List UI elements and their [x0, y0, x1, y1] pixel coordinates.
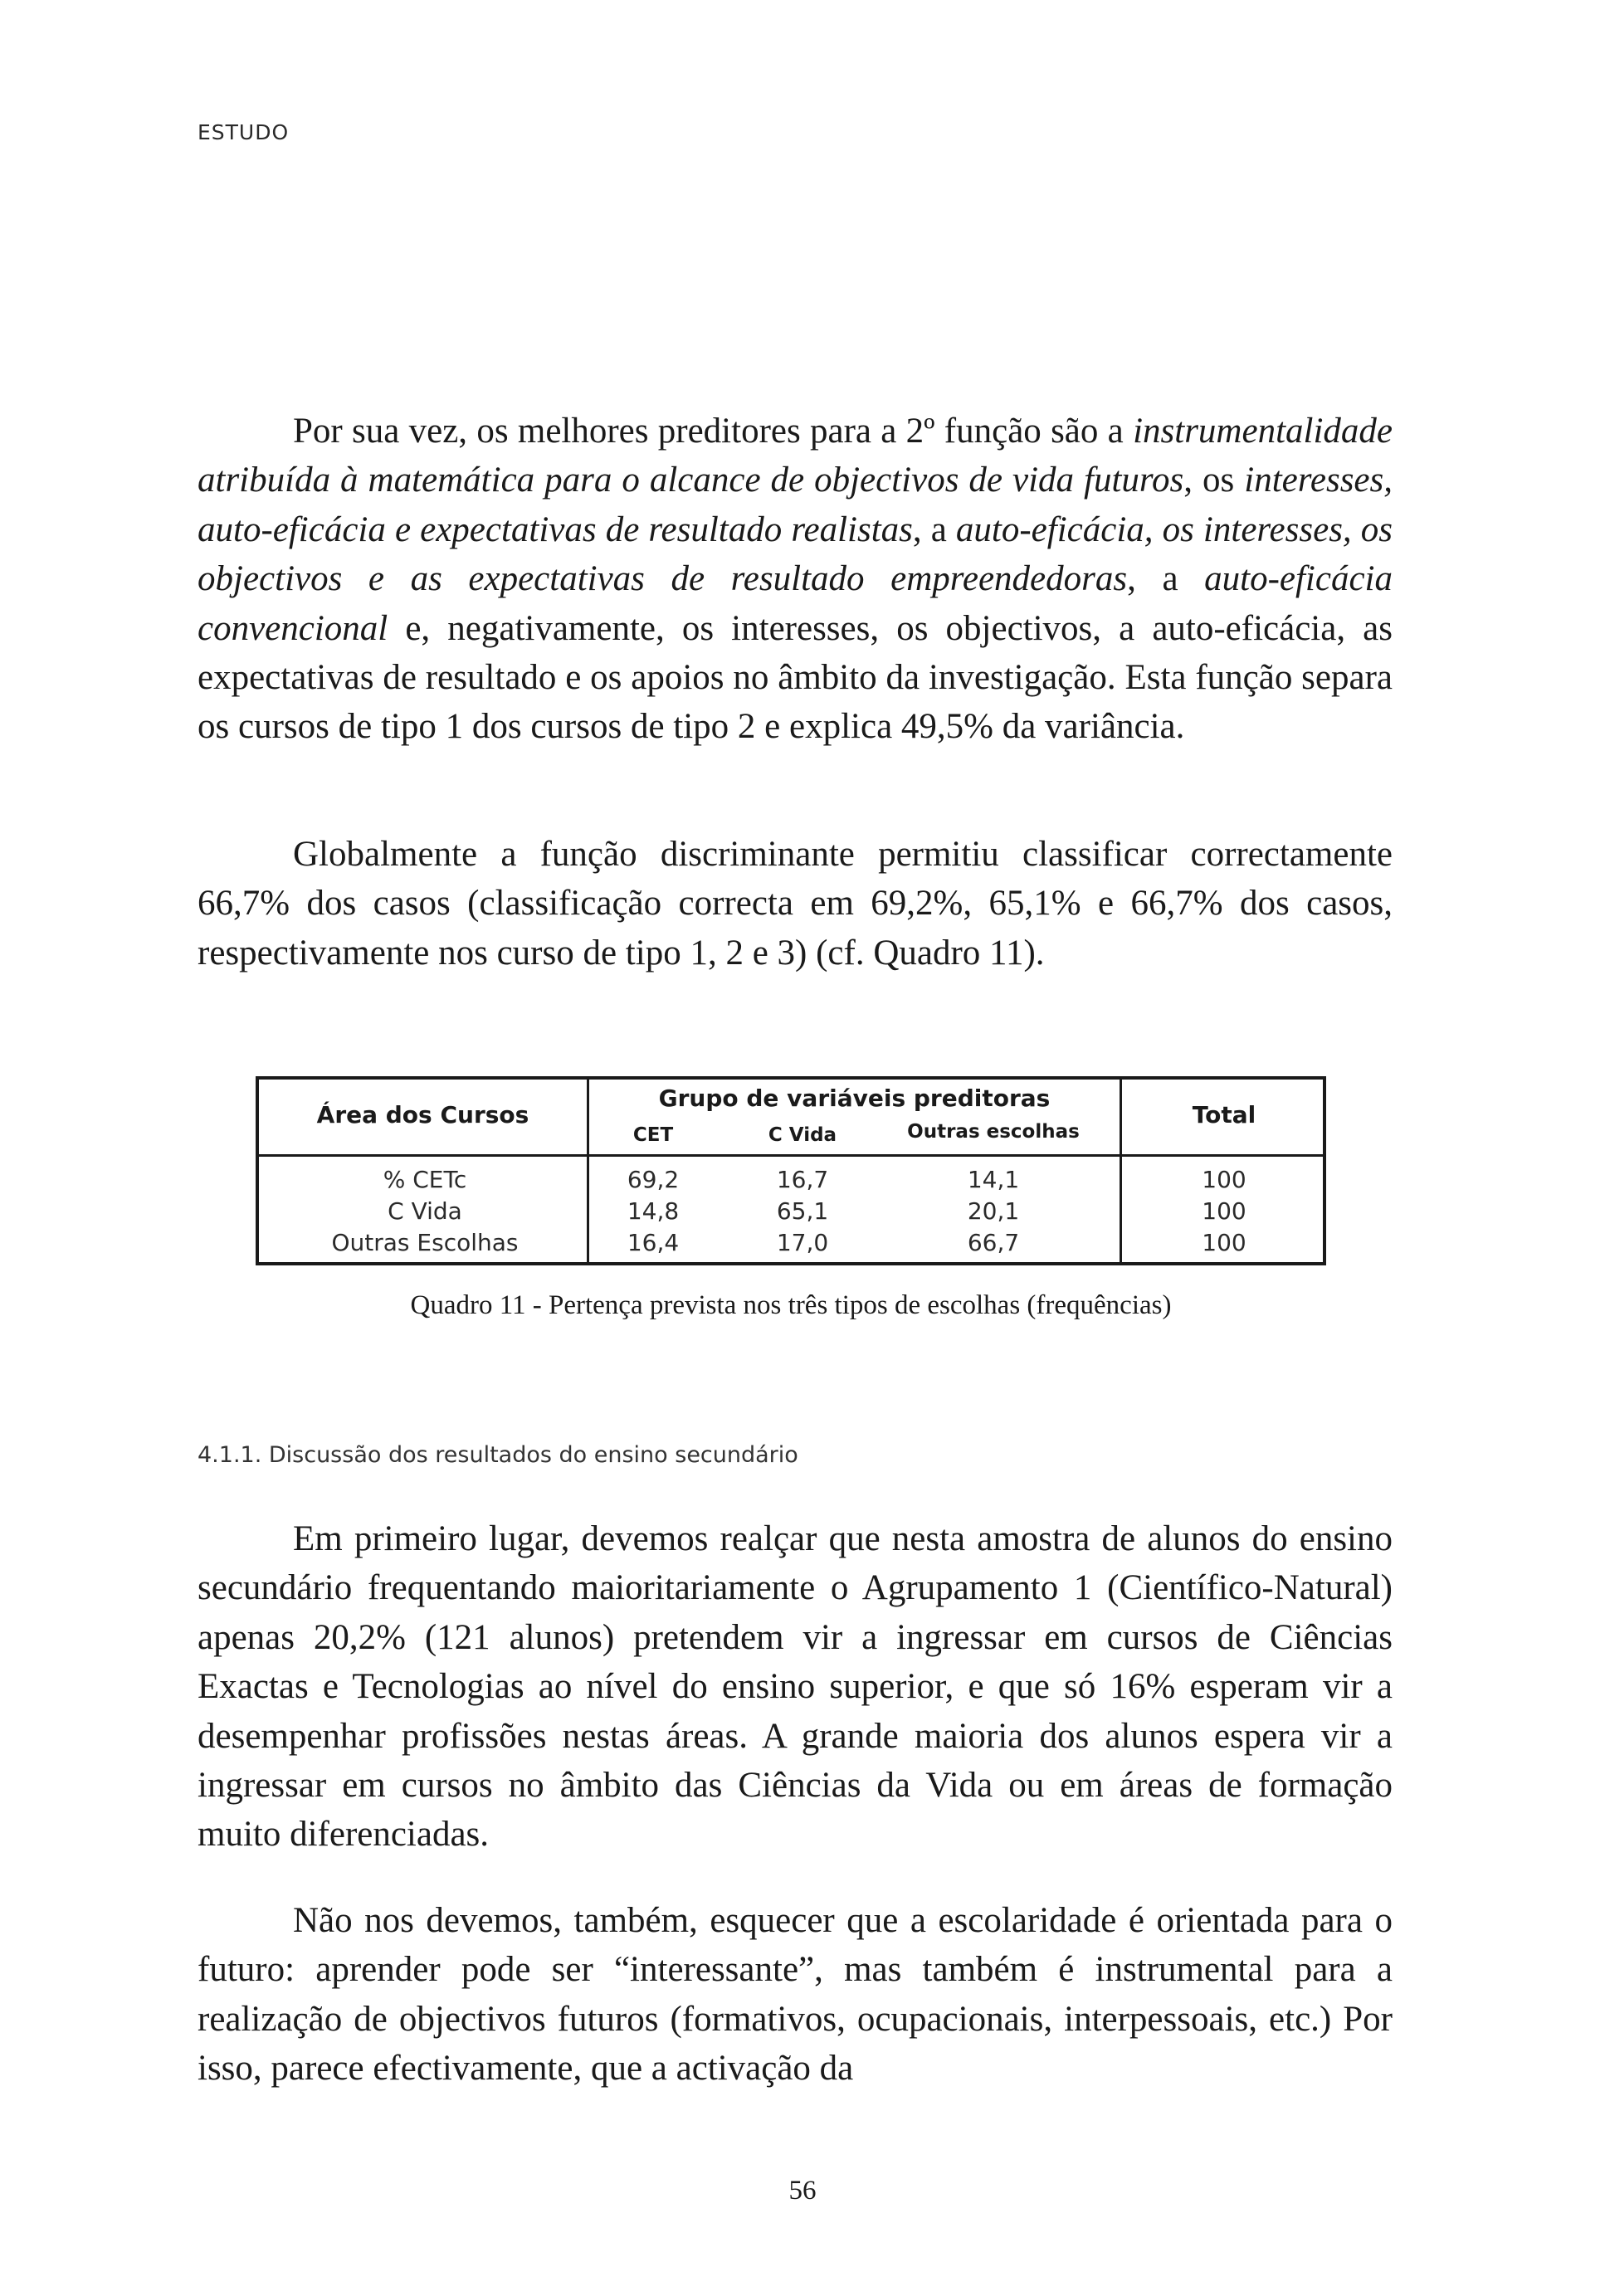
cell-cvida-cvida: 65,1 [776, 1197, 829, 1225]
paragraph-future-orientation: Não nos devemos, também, esquecer que a escolaridade é orientada para o futuro: aprender pode ser “interessante”, mas também é instrumental para a realização de objectivos futuros (formativos, ocupacionais, interpessoais, etc.) Por isso, parece efectivamente, que a activação da [198, 1901, 1393, 2089]
page-number: 56 [788, 2176, 817, 2206]
header-total: Total [1192, 1101, 1256, 1129]
cell-outras-cet: 16,4 [627, 1229, 680, 1256]
p1-text-3: , a [912, 509, 956, 549]
subheader-outras-escolhas: Outras escolhas [907, 1121, 1080, 1143]
p1-text-5: e, negativamente, os interesses, os objectivos, a auto-eficácia, as expectativas de resultado e os apoios no âmbito da investigação. Esta função separa os cursos de tipo 1 dos cursos de tipo 2 e explica 49,5% da variância. [198, 608, 1393, 747]
table-divider-horizontal [259, 1154, 1323, 1157]
cell-outras-outras: 66,7 [967, 1229, 1020, 1256]
cell-outras-total: 100 [1202, 1229, 1246, 1256]
header-area-cursos: Área dos Cursos [316, 1101, 529, 1129]
row-label-cetc: % CETc [383, 1166, 467, 1193]
p1-text-4: , a [1127, 559, 1205, 599]
subheader-c-vida: C Vida [768, 1124, 837, 1146]
row-label-cvida: C Vida [388, 1197, 462, 1225]
paragraph-secondary-results: Em primeiro lugar, devemos realçar que nesta amostra de alunos do ensino secundário frequentando maioritariamente o Agrupamento 1 (Científico-Natural) apenas 20,2% (121 alunos) pretendem vir a ingressar em cursos de Ciências Exactas e Tecnologias ao nível do ensino superior, e que só 16% esperam vir a desempenhar profissões nestas áreas. A grande maioria dos alunos espera vir a ingressar em cursos no âmbito das Ciências da Vida ou em áreas de formação muito diferenciadas. [198, 1519, 1393, 1855]
cell-cetc-total: 100 [1202, 1166, 1246, 1193]
p1-text-1: Por sua vez, os melhores preditores para a 2º função são a [293, 412, 1134, 451]
quadro-11-table [256, 1076, 1326, 1265]
row-label-outras-escolhas: Outras Escolhas [331, 1229, 519, 1256]
cell-cvida-total: 100 [1202, 1197, 1246, 1225]
cell-cetc-cvida: 16,7 [776, 1166, 829, 1193]
header-grupo-variaveis: Grupo de variáveis preditoras [658, 1085, 1051, 1112]
subheader-cet: CET [632, 1124, 674, 1146]
cell-cvida-cet: 14,8 [627, 1197, 680, 1225]
p1-text-2: , os [1183, 461, 1245, 500]
p1-italic-1: instrumentalidade atribuída à matemática para o alcance de objectivos de vida futuros [198, 412, 1393, 500]
cell-cetc-cet: 69,2 [627, 1166, 680, 1193]
p1-italic-4: auto-eficácia convencional [198, 559, 1393, 648]
paragraph-global-classification: Globalmente a função discriminante permitiu classificar correctamente 66,7% dos casos (classificação correcta em 69,2%, 65,1% e 66,7% dos casos, respectivamente nos curso de tipo 1, 2 e 3) (cf. Quadro 11). [198, 835, 1393, 973]
paragraph-second-function-predictors [198, 407, 1393, 752]
cell-cvida-outras: 20,1 [967, 1197, 1020, 1225]
running-header: ESTUDO [198, 120, 290, 144]
section-heading: 4.1.1. Discussão dos resultados do ensino secundário [198, 1442, 798, 1468]
cell-cetc-outras: 14,1 [967, 1166, 1020, 1193]
p1-italic-2: interesses, auto-eficácia e expectativas de resultado realistas [198, 461, 1393, 549]
cell-outras-cvida: 17,0 [776, 1229, 829, 1256]
table-caption: Quadro 11 - Pertença prevista nos três tipos de escolhas (frequências) [410, 1290, 1172, 1320]
p1-italic-3: auto-eficácia, os interesses, os objectivos e as expectativas de resultado empreendedoras [198, 509, 1393, 599]
